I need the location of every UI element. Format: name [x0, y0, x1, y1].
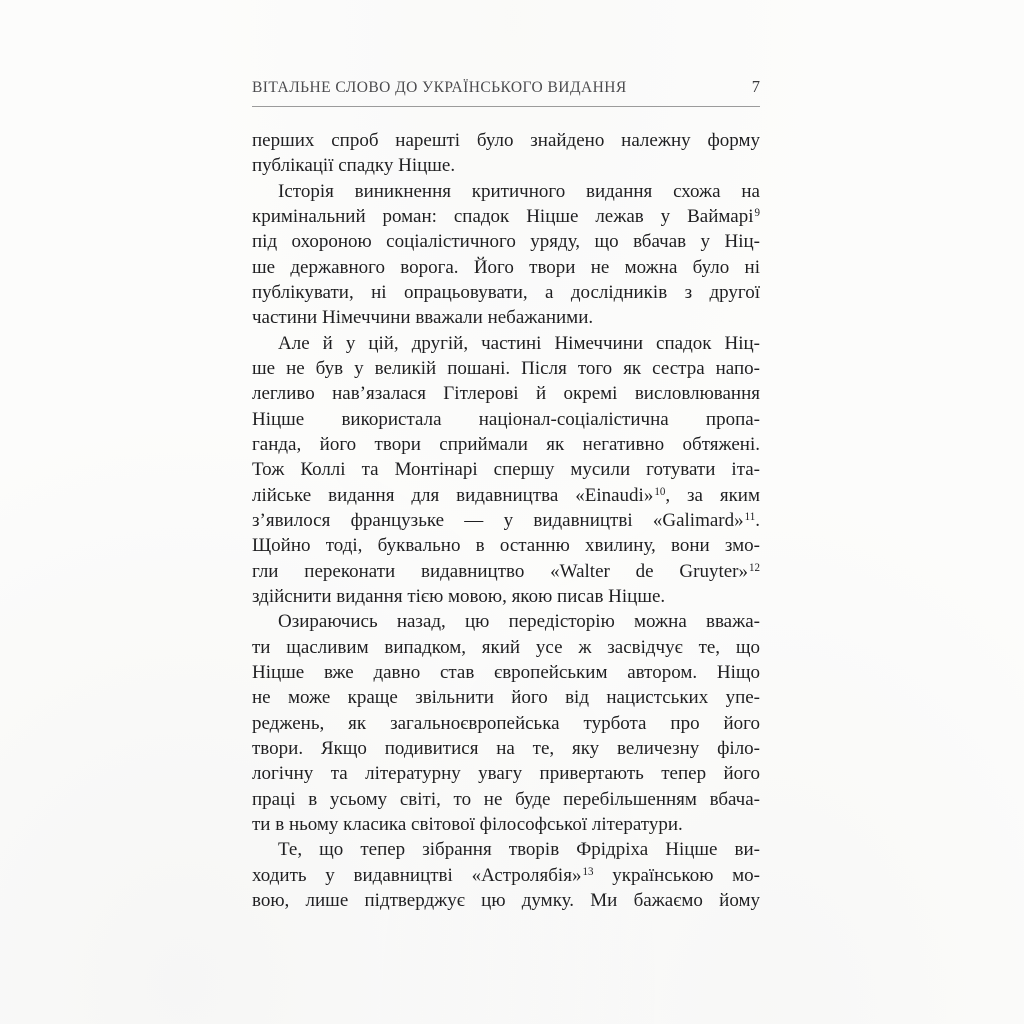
- page-text: [252, 128, 760, 913]
- footnote-reference: 13: [582, 866, 594, 879]
- footnote-reference: 11: [744, 511, 756, 524]
- text-line: реджень, як загальноєвропейська турбота про його: [252, 712, 760, 734]
- header-rule: [252, 106, 760, 107]
- text-line: твори. Якщо подивитися на те, яку величезну філо-: [252, 737, 760, 759]
- text-line: Історія виникнення критичного видання схожа на: [278, 180, 760, 202]
- text-line: ти щасливим випадком, який усе ж засвідчує те, що: [252, 636, 760, 658]
- footnote-reference: 10: [654, 486, 666, 499]
- text-line: кримінальний роман: спадок Ніцше лежав у Ваймарі$^9$: [252, 205, 760, 227]
- text-line: частини Німеччини вважали небажаними.: [252, 307, 594, 329]
- running-header-title: ВІТАЛЬНЕ СЛОВО ДО УКРАЇНСЬКОГО ВИДАННЯ: [252, 79, 627, 96]
- text-line: Ніцше використала націонал-соціалістична пропа-: [252, 408, 760, 430]
- text-line: під охороною соціалістичного уряду, що вбачав у Ніц-: [252, 231, 760, 253]
- text-line: Але й у цій, другій, частині Німеччини спадок Ніц-: [278, 332, 760, 354]
- text-line: Озираючись назад, цю передісторію можна вважа-: [278, 611, 760, 633]
- footnote-reference: 9: [754, 207, 760, 220]
- text-line: перших спроб нарешті було знайдено належну форму: [252, 130, 760, 151]
- running-header: [252, 77, 760, 97]
- text-line: ходить у видавництві «Астролябія»$^{13}$ українською мо-: [252, 864, 761, 886]
- page-number: 7: [751, 77, 760, 96]
- footnote-reference: 12: [748, 562, 760, 575]
- text-line: вою, лише підтверджує цю думку. Ми бажаємо йому: [252, 889, 760, 911]
- text-line: Те, що тепер зібрання творів Фрідріха Ніцше ви-: [278, 839, 760, 861]
- text-line: публікації спадку Ніцше.: [252, 155, 456, 177]
- text-line: логічну та літературну увагу привертають тепер його: [252, 763, 760, 785]
- text-line: Тож Коллі та Монтінарі спершу мусили готувати іта-: [252, 459, 760, 481]
- text-line: з’явилося французьке — у видавництві «Galimard»$^{11}$.: [252, 509, 760, 531]
- text-line: ше не був у великій пошані. Після того як сестра напо-: [252, 357, 760, 379]
- text-line: ше державного ворога. Його твори не можна було ні: [252, 256, 760, 278]
- text-line: легливо нав’язалася Гітлерові й окремі висловлювання: [252, 383, 760, 405]
- text-line: лійське видання для видавництва «Einaudi»$^{10}$, за яким: [252, 484, 760, 506]
- text-line: ганда, його твори сприймали як негативно обтяжені.: [252, 433, 760, 455]
- text-line: здійснити видання тією мовою, якою писав Ніцше.: [252, 585, 666, 607]
- text-line: Щойно тоді, буквально в останню хвилину, вони змо-: [252, 535, 760, 557]
- text-line: публікувати, ні опрацьовувати, а дослідників з другої: [252, 281, 760, 303]
- text-line: праці в усьому світі, то не буде перебільшенням вбача-: [252, 788, 760, 810]
- text-line: гли переконати видавництво «Walter de Gruyter»$^{12}$: [252, 560, 760, 582]
- text-line: ти в ньому класика світової філософської літератури.: [252, 813, 683, 835]
- text-line: Ніцше вже давно став європейським автором. Ніщо: [252, 661, 760, 683]
- text-line: не може краще звільнити його від нацистських упе-: [252, 687, 760, 709]
